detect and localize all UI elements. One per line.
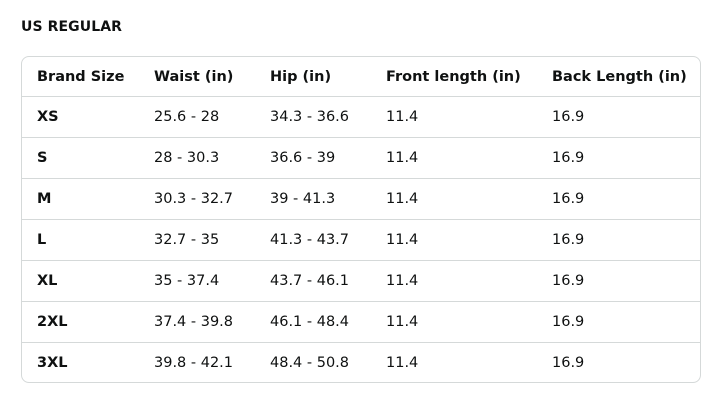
- cell-front-length: 11.4: [371, 343, 537, 384]
- cell-brand-size: 3XL: [22, 343, 139, 384]
- cell-waist: 28 - 30.3: [139, 138, 255, 179]
- cell-brand-size: L: [22, 220, 139, 261]
- cell-front-length: 11.4: [371, 302, 537, 343]
- cell-hip: 36.6 - 39: [255, 138, 371, 179]
- cell-waist: 30.3 - 32.7: [139, 179, 255, 220]
- cell-hip: 43.7 - 46.1: [255, 261, 371, 302]
- size-chart-table-container: [21, 56, 701, 383]
- cell-front-length: 11.4: [371, 220, 537, 261]
- cell-front-length: 11.4: [371, 261, 537, 302]
- cell-hip: 39 - 41.3: [255, 179, 371, 220]
- cell-waist: 35 - 37.4: [139, 261, 255, 302]
- cell-hip: 41.3 - 43.7: [255, 220, 371, 261]
- cell-hip: 46.1 - 48.4: [255, 302, 371, 343]
- cell-waist: 39.8 - 42.1: [139, 343, 255, 384]
- cell-brand-size: M: [22, 179, 139, 220]
- cell-waist: 32.7 - 35: [139, 220, 255, 261]
- table-row: [22, 97, 701, 138]
- table-row: [22, 343, 701, 384]
- table-row: [22, 179, 701, 220]
- cell-brand-size: XL: [22, 261, 139, 302]
- cell-hip: 48.4 - 50.8: [255, 343, 371, 384]
- cell-back-length: 16.9: [537, 302, 701, 343]
- cell-waist: 37.4 - 39.8: [139, 302, 255, 343]
- table-row: [22, 220, 701, 261]
- cell-waist: 25.6 - 28: [139, 97, 255, 138]
- cell-back-length: 16.9: [537, 343, 701, 384]
- table-header-row: [22, 57, 701, 97]
- cell-front-length: 11.4: [371, 97, 537, 138]
- size-chart-table: [22, 57, 701, 383]
- table-row: [22, 261, 701, 302]
- cell-back-length: 16.9: [537, 220, 701, 261]
- cell-back-length: 16.9: [537, 179, 701, 220]
- size-chart-title: US REGULAR: [21, 19, 123, 35]
- header-brand-size: Brand Size: [37, 68, 125, 85]
- header-hip: Hip (in): [270, 68, 332, 85]
- cell-back-length: 16.9: [537, 261, 701, 302]
- cell-brand-size: XS: [22, 97, 139, 138]
- cell-back-length: 16.9: [537, 97, 701, 138]
- table-row: [22, 138, 701, 179]
- header-back-length: Back Length (in): [552, 68, 687, 85]
- cell-back-length: 16.9: [537, 138, 701, 179]
- cell-hip: 34.3 - 36.6: [255, 97, 371, 138]
- cell-front-length: 11.4: [371, 138, 537, 179]
- header-waist: Waist (in): [154, 68, 234, 85]
- cell-front-length: 11.4: [371, 179, 537, 220]
- header-front-length: Front length (in): [386, 68, 521, 85]
- table-row: [22, 302, 701, 343]
- cell-brand-size: 2XL: [22, 302, 139, 343]
- cell-brand-size: S: [22, 138, 139, 179]
